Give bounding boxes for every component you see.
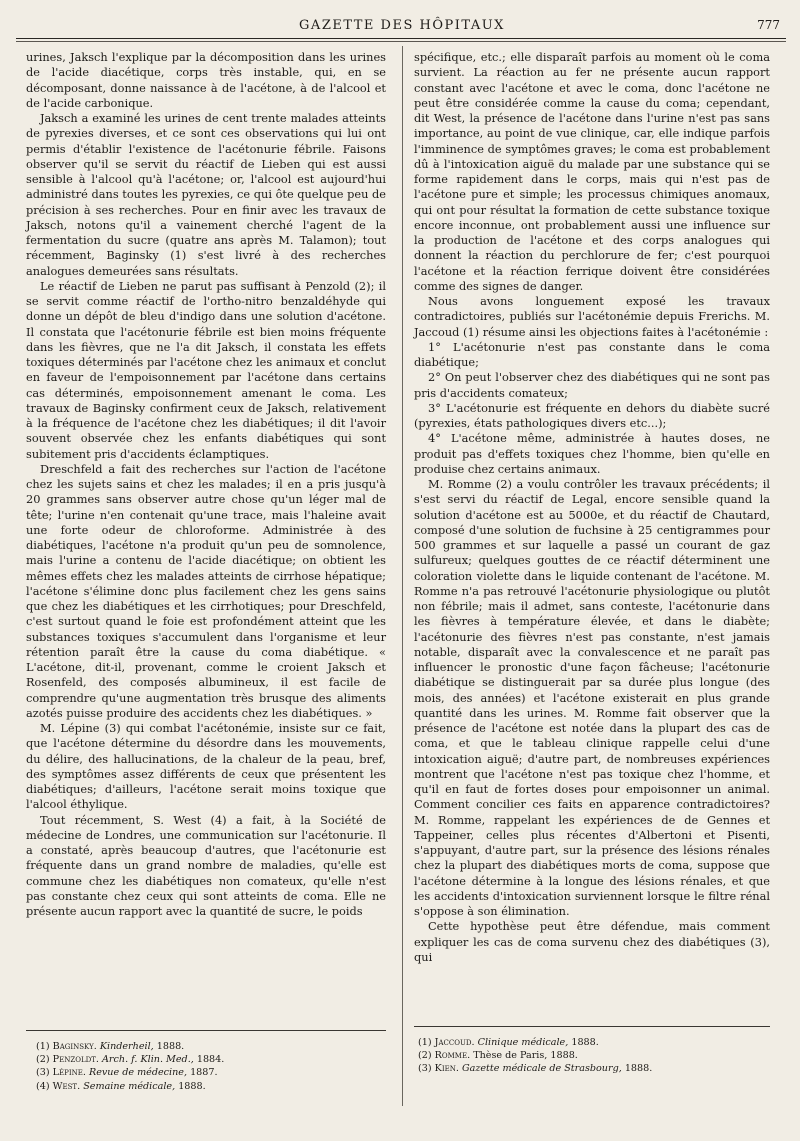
footnote-rule-right [414,1026,770,1027]
footnotes-left [36,1040,376,1093]
paragraph: Cette hypothèse peut être défendue, mais comment expliquer les cas de coma survenu chez des diabétiques (3), qui [414,919,770,964]
right-column [414,50,770,965]
page-number: 777 [757,18,780,32]
footnote: (2) Penzoldt. Arch. f. Klin. Med., 1884. [36,1054,225,1066]
header-rule-thin [16,41,786,42]
footnote: (1) Jaccoud. Clinique médicale, 1888. [418,1037,599,1048]
paragraph: Jaksch a examiné les urines de cent trente malades atteints de pyrexies diverses, et ce sont ces observations qui lui ont permis d'établir l'existence de l'acétonurie fébrile. Faisons observer qu'il se servit du réactif de Lieben qui est aussi sensible à l'alcool qu'à l'acétone; or, l'alcool est aujourd'hui administré dans toutes les pyrexies, ce qui ôte quelque peu de précision à ses recherches. Pour en finir avec les travaux de Jaksch, notons qu'il a vainement cherché l'agent de la fermentation du sucre (quatre ans après M. Talamon); tout récemment, Baginsky (1) s'est livré à des recherches analogues demeurées sans résultats. [26,111,386,278]
footnote: (4) West. Semaine médicale, 1888. [36,1080,206,1092]
left-column [26,50,386,919]
list-item: 4° L'acétone même, administrée à hautes doses, ne produit pas d'effets toxiques chez l'homme, bien qu'elle en produise chez certains animaux. [414,431,770,476]
paragraph: M. Lépine (3) qui combat l'acétonémie, insiste sur ce fait, que l'acétone détermine du désordre dans les mouvements, du délire, des hallucinations, de la chaleur de la peau, bref, des symptômes assez différents de ceux que présentent les diabétiques; d'ailleurs, l'acétone serait moins toxique que l'alcool éthylique. [26,721,386,812]
footnote: (3) Kien. Gazette médicale de Strasbourg, 1888. [418,1063,653,1075]
paragraph: spécifique, etc.; elle disparaît parfois au moment où le coma survient. La réaction au fer ne présente aucun rapport constant avec l'acétone et avec le coma, donc l'acétone ne peut être considérée comme la cause du coma; cependant, dit West, la présence de l'acétone dans l'urine n'est pas sans importance, au point de vue clinique, car, elle indique parfois l'imminence de symptômes graves; le coma est probablement dû à l'intoxication aiguë du malade par une substance qui se forme rapidement dans le corps, mais qui n'est pas de l'acétone pure et simple; les processus chimiques anomaux, qui ont pour résultat la formation de cette substance toxique encore inconnue, ont probablement aussi une influence sur la production de l'acétone et des corps analogues qui donnent la réaction du perchlorure de fer; c'est pourquoi l'acétone et la réaction ferrique doivent être considérées comme des signes de danger. [414,50,770,293]
list-item: 3° L'acétonurie est fréquente en dehors du diabète sucré (pyrexies, états pathologiques divers etc...); [414,400,770,430]
paragraph: Dreschfeld a fait des recherches sur l'action de l'acétone chez les sujets sains et chez les malades; il en a pris jusqu'à 20 grammes sans observer autre chose qu'un léger mal de tête; l'urine n'en contenait qu'une trace, mais l'haleine avait une forte odeur de chloroforme. Administrée à des diabétiques, l'acétone n'a produit qu'un peu de somnolence, mais l'urine a contenu de l'acide diacétique; on obtient les mêmes effets chez les malades atteints de cirrhose hépatique; l'acétone s'élimine donc plus facilement chez les gens sains que chez les diabétiques et les cirrhotiques; pour Dreschfeld, c'est surtout quand le foie est profondément atteint que les substances toxiques s'accumulent dans l'organisme et leur rétention paraît être la cause du coma diabétique. « L'acétone, dit-il, provenant, comme le croient Jaksch et Rosenfeld, des composés albumineux, il est facile de comprendre qu'une augmentation très brusque des aliments azotés puisse produire des accidents chez les diabétiques. » [26,461,386,720]
footnote: (3) Lépine. Revue de médecine, 1887. [36,1067,218,1079]
footnotes-right [418,1036,758,1076]
running-title: GAZETTE DES HÔPITAUX [299,18,505,33]
paragraph: Le réactif de Lieben ne parut pas suffisant à Penzold (2); il se servit comme réactif de l'ortho-nitro benzaldéhyde qui donne un dépôt de bleu d'indigo dans une solution d'acétone. Il constata que l'acétonurie fébrile est bien moins fréquente dans les fièvres, que ne l'a dit Jaksch, il constata les effets toxiques déterminés par l'acétone chez les animaux et conclut en faveur de l'empoisonnement par l'acétone dans certains cas déterminés, empoisonnement amenant le coma. Les travaux de Baginsky confirment ceux de Jaksch, relativement à la fréquence de l'acétone chez les diabétiques; il dit l'avoir souvent observée chez les enfants diabétiques qui sont subitement pris d'accidents éclamptiques. [26,278,386,461]
paragraph: Nous avons longuement exposé les travaux contradictoires, publiés sur l'acétonémie depuis Frerichs. M. Jaccoud (1) résume ainsi les objections faites à l'acétonémie : [414,294,770,339]
footnote: (2) Romme. Thèse de Paris, 1888. [418,1050,578,1062]
header-rule [16,38,786,39]
paragraph: M. Romme (2) a voulu contrôler les travaux précédents; il s'est servi du réactif de Legal, encore sensible quand la solution d'acétone est au 5000e, et du réactif de Chautard, composé d'une solution de fuchsine à 25 centigrammes pour 500 grammes et sur laquelle a passé un courant de gaz sulfureux; quelques gouttes de ce réactif déterminent une coloration violette dans le liquide contenant de l'acétone. M. Romme n'a pas retrouvé l'acétonurie physiologique ou plutôt non fébrile; mais il admet, sans conteste, l'acétonurie dans les fièvres à température élevée, et dans le diabète; l'acétonurie des fièvres n'est pas constante, n'est jamais notable, disparaît avec la convalescence et ne paraît pas influencer le pronostic d'une façon fâcheuse; l'acétonurie diabétique se distinguerait par sa durée plus longue (des mois, des années) et l'acétone existerait en plus grande quantité dans les urines. M. Romme fait observer que la présence de l'acétone est notée dans la plupart des cas de coma, et que le tableau clinique rappelle celui d'une intoxication aiguë; d'autre part, de nombreuses expériences montrent que l'acétone n'est pas toxique chez l'homme, et qu'il en faut de fortes doses pour empoisonner un animal. Comment concilier ces faits en apparence contradictoires? M. Romme, rappelant les expériences de de Gennes et Tappeiner, celles plus récentes d'Albertoni et Pisenti, s'appuyant, d'autre part, sur la présence des lésions rénales chez la plupart des diabétiques morts de coma, suppose que l'acétone détermine à la longue des lésions rénales, et que les accidents d'intoxication surviennent lorsque le filtre rénal s'oppose à son élimination. [414,477,770,918]
paragraph: urines, Jaksch l'explique par la décomposition dans les urines de l'acide diacétique, corps très instable, qui, en se décomposant, donne naissance à de l'acétone, à de l'alcool et de l'acide carbonique. [26,50,386,110]
column-divider [402,46,403,1106]
footnote: (1) Baginsky. Kinderheil, 1888. [36,1041,185,1052]
list-item: 1° L'acétonurie n'est pas constante dans le coma diabétique; [414,339,770,369]
list-item: 2° On peut l'observer chez des diabétiques qui ne sont pas pris d'accidents comateux; [414,370,770,400]
paragraph: Tout récemment, S. West (4) a fait, à la Société de médecine de Londres, une communication sur l'acétonurie. Il a constaté, après beaucoup d'autres, que l'acétonurie est fréquente dans un grand nombre de maladies, qu'elle est commune chez les diabétiques non comateux, qu'elle n'est pas constante chez ceux qui sont atteints de coma. Elle ne présente aucun rapport avec la quantité de sucre, le poids [26,812,386,918]
page-header [18,16,786,36]
footnote-rule-left [26,1030,386,1031]
